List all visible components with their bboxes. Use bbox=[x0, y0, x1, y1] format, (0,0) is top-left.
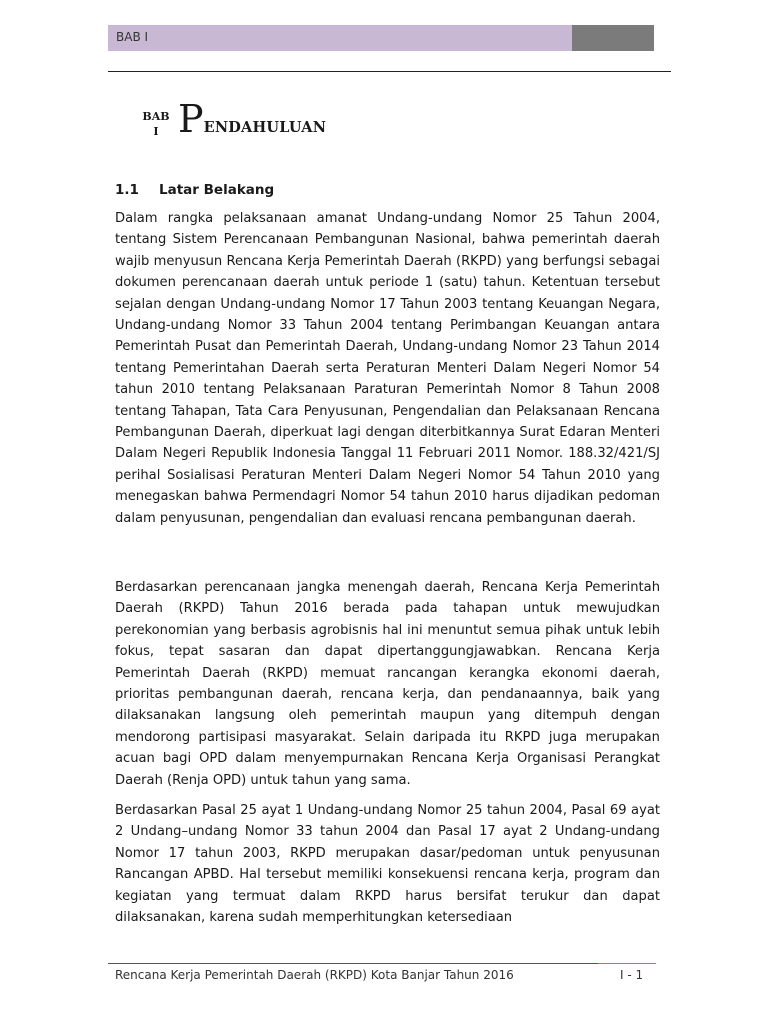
section-number: 1.1 bbox=[115, 182, 139, 198]
chapter-title-rest: ENDAHULUAN bbox=[203, 119, 327, 136]
footer-text: Rencana Kerja Pemerintah Daerah (RKPD) Kota Banjar Tahun 2016 bbox=[115, 968, 514, 982]
header-rule bbox=[108, 71, 671, 72]
chapter-title bbox=[178, 97, 326, 150]
footer-rule-accent bbox=[598, 963, 656, 964]
chapter-label bbox=[138, 109, 174, 139]
header-dark-block bbox=[572, 25, 654, 51]
chapter-title-initial: P bbox=[178, 97, 204, 141]
footer-rule bbox=[108, 963, 598, 964]
chapter-label-word: BAB bbox=[142, 110, 170, 123]
paragraph-3: Berdasarkan Pasal 25 ayat 1 Undang-undang Nomor 25 tahun 2004, Pasal 69 ayat 2 Undang–undang Nomor 33 tahun 2004 dan Pasal 17 ayat 2 Undang-undang Nomor 17 tahun 2003, RKPD merupakan dasar/pedoman untuk penyusunan Rancangan APBD. Hal tersebut memiliki konsekuensi rencana kerja, program dan kegiatan yang termuat dalam RKPD harus bersifat terukur dan dapat dilaksanakan, karena sudah memperhitungkan ketersediaan bbox=[115, 803, 660, 926]
section-title: Latar Belakang bbox=[159, 182, 275, 198]
paragraph-2: Berdasarkan perencanaan jangka menengah daerah, Rencana Kerja Pemerintah Daerah (RKPD) Tahun 2016 berada pada tahapan untuk mewujudkan perekonomian yang berbasis agrobisnis hal ini menuntut semua pihak untuk lebih fokus, tepat sasaran dan dapat dipertanggungjawabkan. Rencana Kerja Pemerintah Daerah (RKPD) memuat rancangan kerangka ekonomi daerah, prioritas pembangunan daerah, rencana kerja, dan pendanaannya, baik yang dilaksanakan langsung oleh pemerintah maupun yang ditempuh dengan mendorong partisipasi masyarakat. Selain daripada itu RKPD juga merupakan acuan bagi OPD dalam menyempurnakan Rencana Kerja Organisasi Perangkat Daerah (Renja OPD) untuk tahun yang sama. bbox=[115, 580, 660, 788]
chapter-label-number: I bbox=[153, 125, 159, 138]
paragraph-1: Dalam rangka pelaksanaan amanat Undang-undang Nomor 25 Tahun 2004, tentang Sistem Perencanaan Pembangunan Nasional, bahwa pemerintah daerah wajib menyusun Rencana Kerja Pemerintah Daerah (RKPD) yang berfungsi sebagai dokumen perencanaan daerah untuk periode 1 (satu) tahun. Ketentuan tersebut sejalan dengan Undang-undang Nomor 17 Tahun 2003 tentang Keuangan Negara, Undang-undang Nomor 33 Tahun 2004 tentang Perimbangan Keuangan antara Pemerintah Pusat dan Pemerintah Daerah, Undang-undang Nomor 23 Tahun 2014 tentang Pemerintahan Daerah serta Peraturan Menteri Dalam Negeri Nomor 54 tahun 2010 tentang Pelaksanaan Paraturan Pemerintah Nomor 8 Tahun 2008 tentang Tahapan, Tata Cara Penyusunan, Pengendalian dan Pelaksanaan Rencana Pembangunan Daerah, diperkuat lagi dengan diterbitkannya Surat Edaran Menteri Dalam Negeri Republik Indonesia Tanggal 11 Februari 2011 Nomor. 188.32/421/SJ perihal Sosialisasi Peraturan Menteri Dalam Negeri Nomor 54 Tahun 2010 yang menegaskan bahwa Permendagri Nomor 54 tahun 2010 harus dijadikan pedoman dalam penyusunan, pengendalian dan evaluasi rencana pembangunan daerah. bbox=[115, 211, 660, 526]
header-label: BAB I bbox=[116, 30, 149, 44]
header-band bbox=[108, 25, 572, 51]
page-number: I - 1 bbox=[620, 968, 644, 982]
